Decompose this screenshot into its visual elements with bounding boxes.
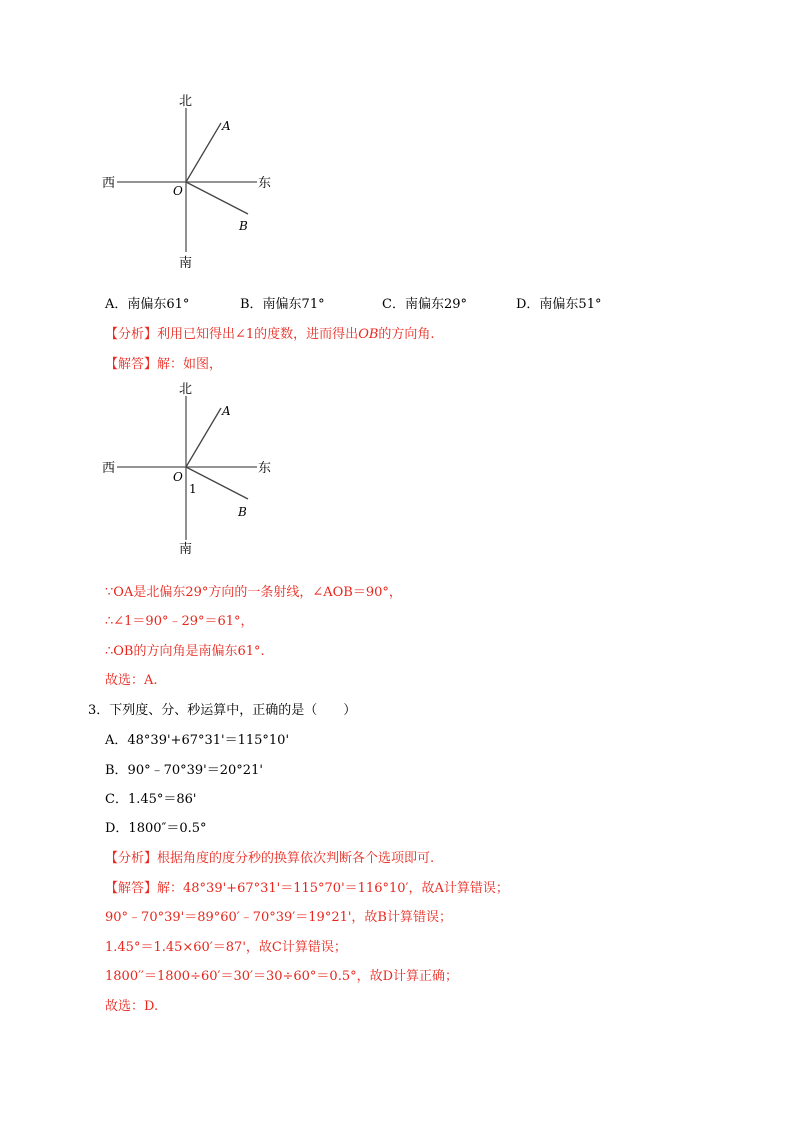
q3-option-d: D．1800″＝0.5°	[105, 821, 207, 836]
q2-analysis	[105, 326, 435, 344]
analysis-text: 利用已知得出∠1的度数，进而得出	[157, 327, 359, 342]
analysis-tag: 【分析】	[105, 327, 158, 342]
solution-step-1: 解：48°39'+67°31'＝115°70'＝116°10′，故A计算错误；	[157, 881, 509, 896]
west-label: 西	[102, 461, 116, 476]
q2-step-3: ∴OB的方向角是南偏东61°.	[105, 644, 265, 659]
q3-analysis	[105, 850, 434, 868]
q2-option-a: A．南偏东61°	[105, 297, 190, 312]
q3-choice: 故选：D.	[105, 999, 159, 1014]
angle-1-label: 1	[189, 482, 197, 496]
west-label: 西	[102, 176, 116, 191]
direction-figure-1	[95, 90, 295, 275]
direction-figure-2	[95, 378, 295, 563]
q3-solution-2: 90°﹣70°39'＝89°60′﹣70°39′＝19°21'，故B计算错误；	[105, 910, 452, 925]
q3-stem: 3．下列度、分、秒运算中，正确的是（ ）	[88, 703, 357, 718]
analysis-text-2: 的方向角.	[378, 327, 435, 342]
q2-option-c: C．南偏东29°	[382, 297, 467, 312]
analysis-var: OB	[358, 327, 379, 342]
q2-option-d: D．南偏东51°	[516, 297, 602, 312]
solution-tag: 【解答】	[105, 357, 158, 372]
analysis-text: 根据角度的度分秒的换算依次判断各个选项即可.	[157, 851, 435, 866]
east-label: 东	[258, 176, 272, 191]
analysis-tag: 【分析】	[105, 851, 158, 866]
ray-oa	[186, 408, 221, 467]
q2-step-2: ∴∠1＝90°﹣29°＝61°，	[105, 614, 254, 629]
q3-option-c: C．1.45°＝86'	[105, 792, 197, 807]
south-label: 南	[179, 256, 193, 271]
ray-oa	[186, 123, 221, 182]
north-label: 北	[179, 94, 193, 109]
q3-solution-4: 1800′′＝1800÷60′＝30′＝30÷60°＝0.5°，故D计算正确；	[105, 969, 459, 984]
origin-label: O	[173, 184, 183, 198]
ray-ob	[186, 182, 248, 214]
q2-solution-head	[105, 356, 222, 374]
q3-solution-1	[105, 880, 509, 898]
south-label: 南	[179, 542, 193, 557]
point-a-label: A	[222, 119, 231, 133]
q2-option-b: B．南偏东71°	[240, 297, 325, 312]
q3-solution-3: 1.45°＝1.45×60′＝87'，故C计算错误；	[105, 940, 347, 955]
solution-tag: 【解答】	[105, 881, 158, 896]
q2-step-1: ∵OA是北偏东29°方向的一条射线，∠AOB＝90°，	[105, 585, 402, 600]
point-a-label: A	[222, 404, 231, 418]
east-label: 东	[258, 461, 272, 476]
q3-option-b: B．90°﹣70°39'＝20°21'	[105, 763, 263, 778]
q2-choice: 故选：A.	[105, 673, 158, 688]
north-label: 北	[179, 382, 193, 397]
solution-text: 解：如图，	[157, 357, 223, 372]
origin-label: O	[173, 470, 183, 484]
point-b-label: B	[238, 505, 247, 519]
q3-option-a: A．48°39'+67°31'＝115°10'	[105, 733, 290, 748]
point-b-label: B	[239, 219, 248, 233]
